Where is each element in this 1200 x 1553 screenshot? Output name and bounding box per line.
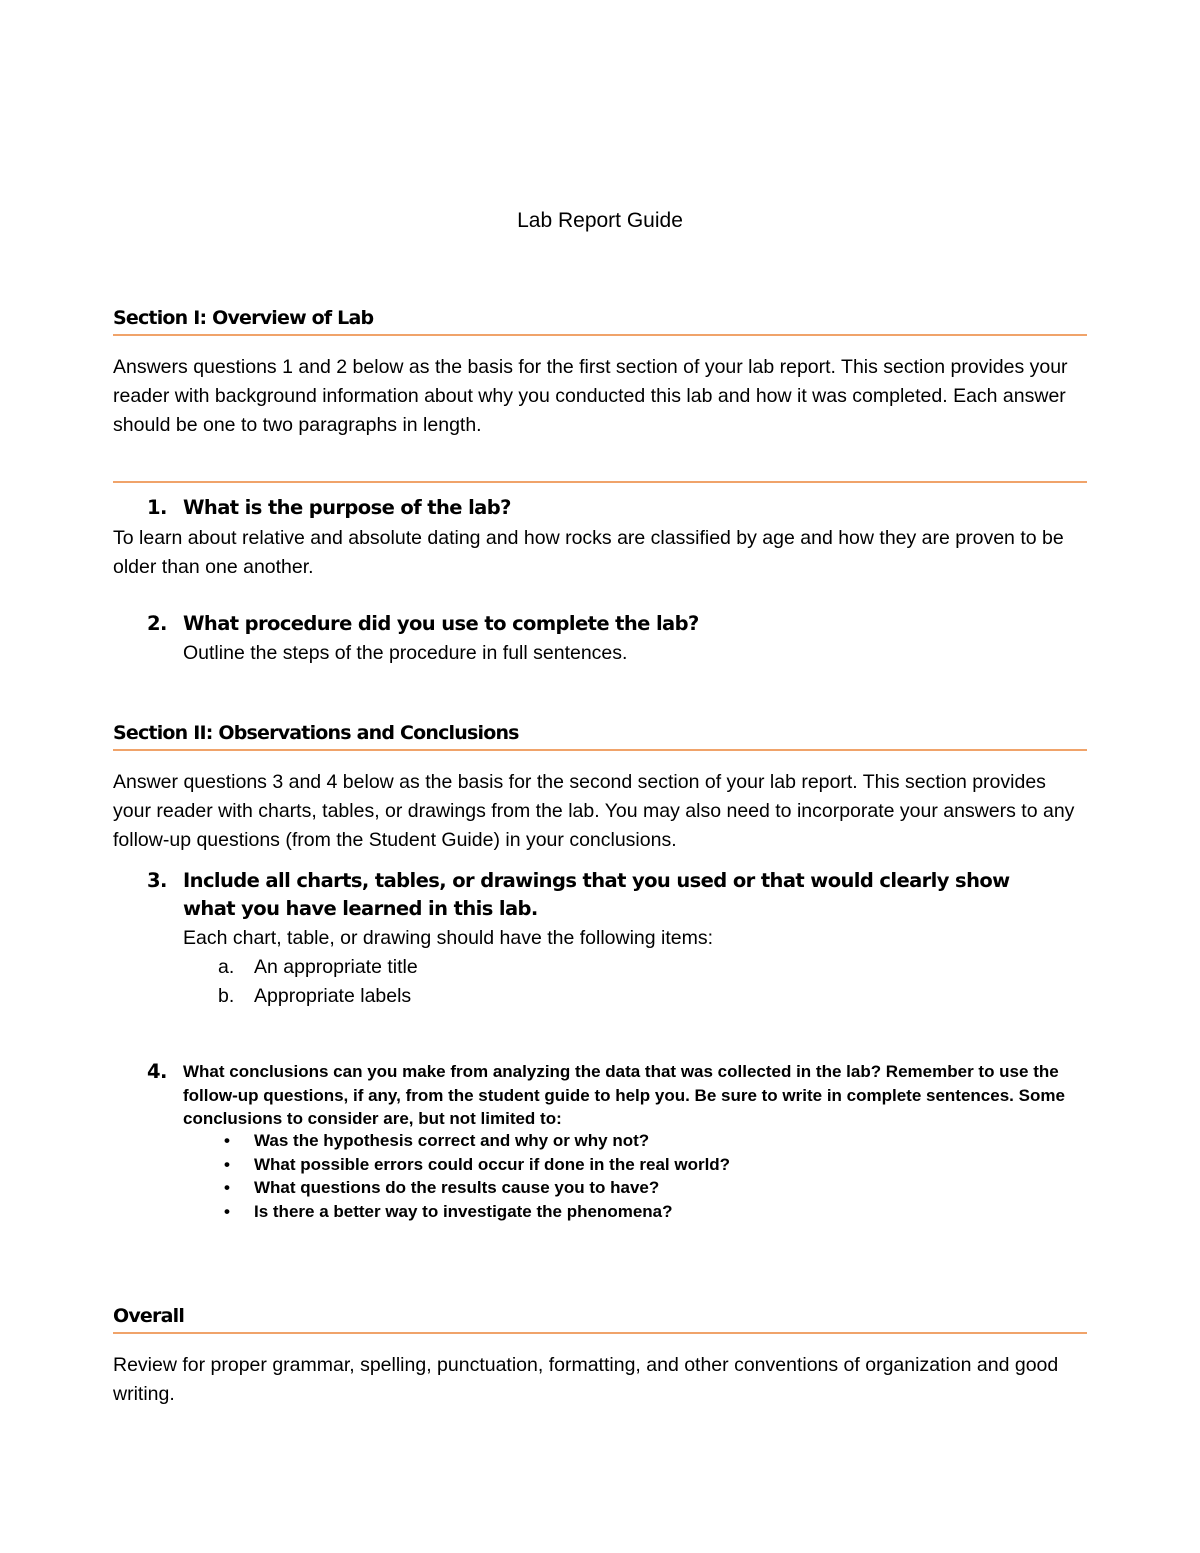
divider <box>113 481 1087 483</box>
list-item <box>218 1176 730 1200</box>
list-item-text: What questions do the results cause you to have? <box>254 1178 660 1197</box>
bullet-icon: • <box>224 1178 230 1197</box>
overall-text: Review for proper grammar, spelling, punctuation, formatting, and other conventions of organization and good writing. <box>113 1354 1059 1405</box>
question-4-text: What conclusions can you make from analyzing the data that was collected in the lab? Remember to use the follow-up questions, if any, from the student guide to help you. Be sure to write in complete sentences. Some conclusions to consider are, but not limited to: <box>183 1062 1065 1128</box>
section-1-heading: Section I: Overview of Lab <box>113 304 1087 336</box>
question-3-items <box>218 953 418 1011</box>
section-2-intro: Answer questions 3 and 4 below as the basis for the second section of your lab report. This section provides your reader with charts, tables, or drawings from the lab. You may also need to incorporate your answers to any follow-up questions (from the Student Guide) in your conclusions. <box>113 771 1075 851</box>
question-4-bullets <box>218 1129 730 1223</box>
question-2-number: 2. <box>147 612 167 635</box>
question-2-answer: Outline the steps of the procedure in full sentences. <box>183 642 628 664</box>
bullet-icon: • <box>224 1154 230 1174</box>
list-item-text: Appropriate labels <box>254 985 412 1007</box>
list-item-marker: a. <box>218 956 235 978</box>
list-item-text: Is there a better way to investigate the phenomena? <box>254 1201 673 1221</box>
list-item <box>218 982 418 1011</box>
list-item <box>218 1153 730 1177</box>
question-1-number: 1. <box>147 496 167 519</box>
bullet-icon: • <box>224 1131 230 1150</box>
question-1-answer: To learn about relative and absolute dating and how rocks are classified by age and how they are proven to be older than one another. <box>113 527 1064 578</box>
document-title: Lab Report Guide <box>517 209 683 232</box>
list-item <box>218 1129 730 1153</box>
section-2-heading: Section II: Observations and Conclusions <box>113 719 1087 751</box>
question-3-number: 3. <box>147 869 167 892</box>
question-2-title: What procedure did you use to complete the lab? <box>183 612 699 635</box>
question-4-number: 4. <box>147 1060 167 1083</box>
list-item <box>218 1200 730 1224</box>
list-item <box>218 953 418 982</box>
question-1-title: What is the purpose of the lab? <box>183 496 511 519</box>
list-item-text: Was the hypothesis correct and why or why not? <box>254 1131 650 1150</box>
question-3-title: Include all charts, tables, or drawings that you used or that would clearly show what you have learned in this lab. <box>183 869 1010 920</box>
section-1-intro: Answers questions 1 and 2 below as the basis for the first section of your lab report. This section provides your reader with background information about why you conducted this lab and how it was completed. Each answer should be one to two paragraphs in length. <box>113 356 1068 436</box>
list-item-marker: b. <box>218 985 235 1007</box>
overall-heading: Overall <box>113 1302 1087 1334</box>
list-item-text: An appropriate title <box>254 956 418 978</box>
bullet-icon: • <box>224 1201 230 1221</box>
list-item-text: What possible errors could occur if done in the real world? <box>254 1154 731 1174</box>
question-3-answer: Each chart, table, or drawing should have the following items: <box>183 927 714 949</box>
